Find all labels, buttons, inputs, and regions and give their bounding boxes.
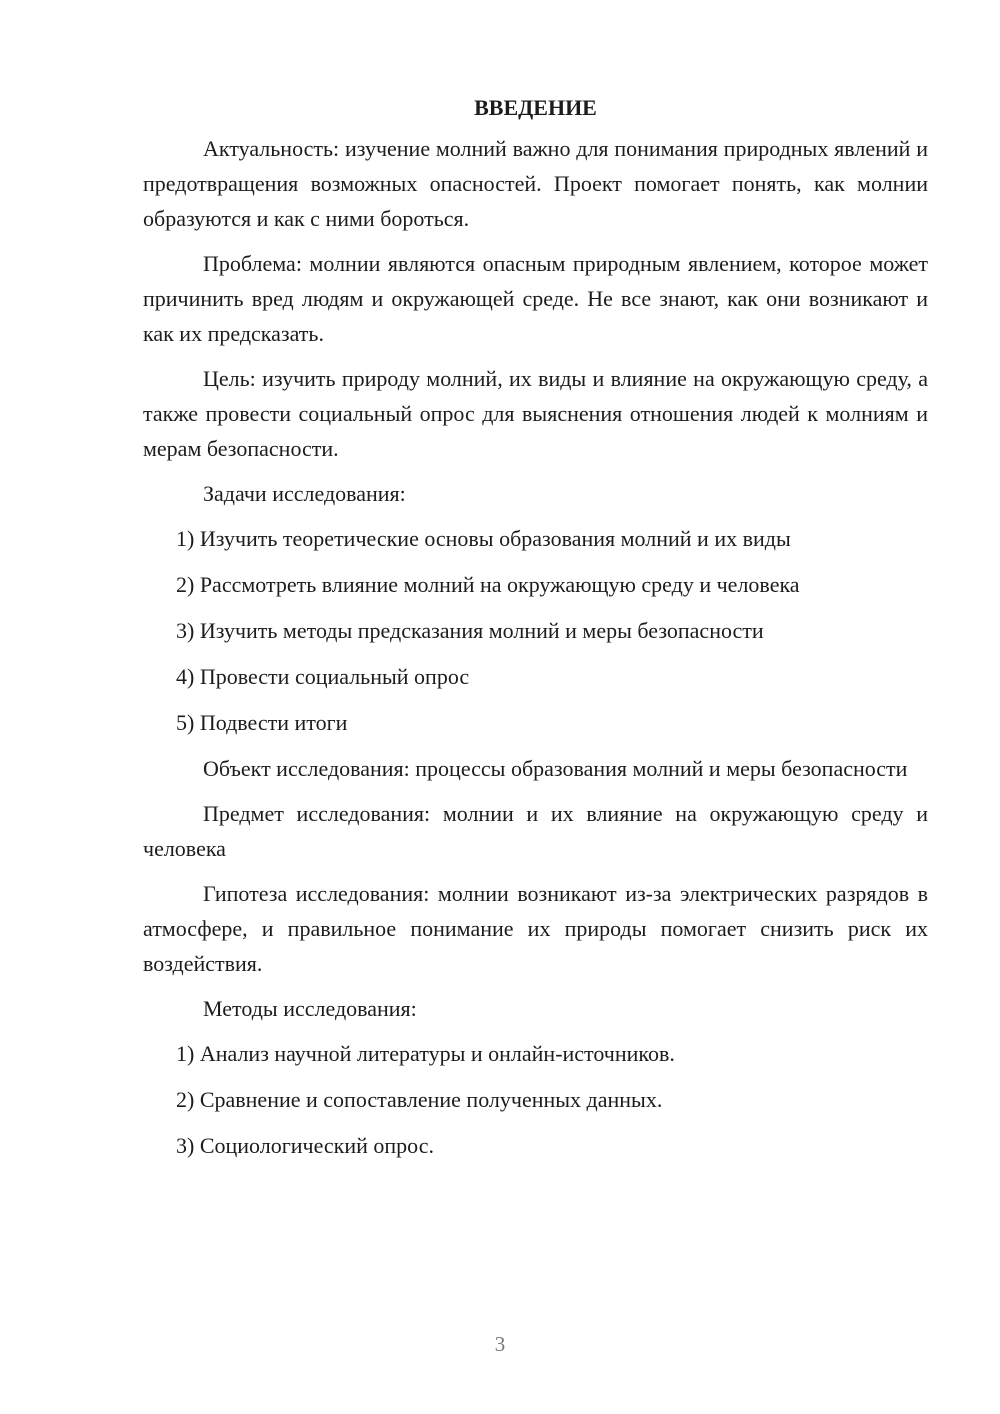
methods-list <box>143 1036 928 1163</box>
document-page <box>143 90 928 1174</box>
hypothesis-paragraph: Гипотеза исследования: молнии возникают из-за электрических разрядов в атмосфере, и правильное понимание их природы помогает снизить риск их воздействия. <box>143 881 928 976</box>
goal-paragraph: Цель: изучить природу молний, их виды и влияние на окружающую среду, а также провести социальный опрос для выяснения отношения людей к молниям и мерам безопасности. <box>143 366 928 461</box>
tasks-list <box>143 521 928 740</box>
list-item: 5) Подвести итоги <box>176 710 348 735</box>
list-item: 1) Изучить теоретические основы образования молний и их виды <box>176 526 791 551</box>
section-title: ВВЕДЕНИЕ <box>474 95 597 120</box>
object-paragraph: Объект исследования: процессы образования молний и меры безопасности <box>203 756 908 781</box>
page-number: 3 <box>494 1332 506 1356</box>
methods-heading: Методы исследования: <box>203 996 417 1021</box>
list-item: 2) Сравнение и сопоставление полученных данных. <box>176 1087 663 1112</box>
list-item: 3) Социологический опрос. <box>176 1133 434 1158</box>
tasks-heading: Задачи исследования: <box>203 481 406 506</box>
list-item: 4) Провести социальный опрос <box>176 664 470 689</box>
subject-paragraph: Предмет исследования: молнии и их влияние на окружающую среду и человека <box>143 801 928 861</box>
list-item: 3) Изучить методы предсказания молний и меры безопасности <box>176 618 764 643</box>
problem-paragraph: Проблема: молнии являются опасным природным явлением, которое может причинить вред людям и окружающей среде. Не все знают, как они возникают и как их предсказать. <box>143 251 928 346</box>
list-item: 1) Анализ научной литературы и онлайн-источников. <box>176 1041 675 1066</box>
list-item: 2) Рассмотреть влияние молний на окружающую среду и человека <box>176 572 800 597</box>
relevance-paragraph: Актуальность: изучение молний важно для понимания природных явлений и предотвращения возможных опасностей. Проект помогает понять, как молнии образуются и как с ними бороться. <box>143 136 928 231</box>
